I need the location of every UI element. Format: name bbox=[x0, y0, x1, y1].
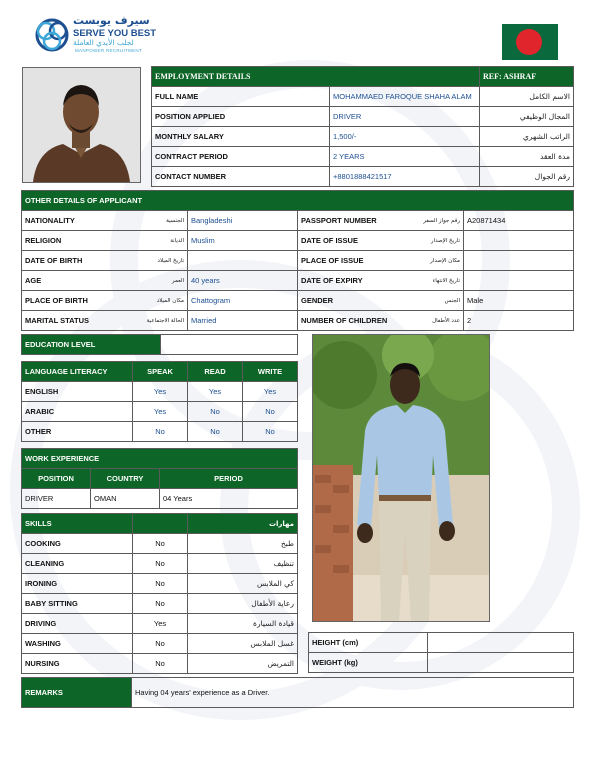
position-value: DRIVER bbox=[330, 107, 480, 127]
detail-label: DATE OF ISSUE bbox=[301, 236, 358, 245]
detail-label-cell bbox=[298, 231, 464, 251]
skill-row bbox=[22, 534, 298, 554]
detail-label-arabic: تاريخ الإصدار bbox=[430, 237, 460, 244]
field-label-arabic: الراتب الشهري bbox=[480, 127, 574, 147]
detail-label: NATIONALITY bbox=[25, 216, 75, 225]
detail-value bbox=[464, 271, 574, 291]
other-details-row bbox=[22, 311, 574, 331]
skill-name-arabic: قيادة السيارة bbox=[188, 614, 298, 634]
skill-name-arabic: رعاية الأطفال bbox=[188, 594, 298, 614]
logo-arabic-sub: لجلب الأيدي العاملة bbox=[73, 38, 134, 47]
detail-label-arabic: الجنسية bbox=[166, 217, 184, 224]
logo-tagline: MANPOWER RECRUITMENT bbox=[75, 48, 142, 53]
detail-label-cell bbox=[22, 271, 188, 291]
employment-row bbox=[152, 127, 574, 147]
detail-label-cell bbox=[22, 211, 188, 231]
applicant-headshot bbox=[22, 67, 141, 183]
detail-label-arabic: رقم جواز السفر bbox=[423, 217, 460, 224]
education-label: EDUCATION LEVEL bbox=[22, 335, 161, 355]
language-row bbox=[22, 382, 298, 402]
skills-table bbox=[21, 513, 298, 674]
detail-label-cell bbox=[298, 311, 464, 331]
work-position: DRIVER bbox=[22, 489, 91, 509]
read-value: No bbox=[188, 422, 243, 442]
skill-name-arabic: التمريض bbox=[188, 654, 298, 674]
speak-header: SPEAK bbox=[133, 362, 188, 382]
skill-row bbox=[22, 654, 298, 674]
detail-label: RELIGION bbox=[25, 236, 62, 245]
applicant-full-photo bbox=[312, 334, 490, 622]
skill-name: BABY SITTING bbox=[22, 594, 133, 614]
employment-row bbox=[152, 107, 574, 127]
skill-value: No bbox=[133, 554, 188, 574]
skill-value: No bbox=[133, 654, 188, 674]
contract-period-value: 2 YEARS bbox=[330, 147, 480, 167]
speak-value: Yes bbox=[133, 402, 188, 422]
remarks-label: REMARKS bbox=[22, 678, 132, 708]
skill-name: CLEANING bbox=[22, 554, 133, 574]
headshot-image bbox=[23, 68, 140, 182]
field-label: CONTACT NUMBER bbox=[152, 167, 330, 187]
flag-disc bbox=[516, 29, 542, 55]
other-details-row bbox=[22, 231, 574, 251]
skill-row bbox=[22, 614, 298, 634]
skill-value: No bbox=[133, 634, 188, 654]
detail-label-cell bbox=[298, 291, 464, 311]
write-header: WRITE bbox=[243, 362, 298, 382]
language-name: OTHER bbox=[22, 422, 133, 442]
detail-label: AGE bbox=[25, 276, 42, 285]
logo-knot-icon bbox=[33, 16, 71, 54]
other-details-row bbox=[22, 211, 574, 231]
field-label-arabic: مدة العقد bbox=[480, 147, 574, 167]
speak-value: No bbox=[133, 422, 188, 442]
employment-details-table bbox=[151, 66, 574, 187]
weight-label: WEIGHT (kg) bbox=[309, 653, 428, 673]
detail-label-cell bbox=[22, 231, 188, 251]
field-label: POSITION APPLIED bbox=[152, 107, 330, 127]
speak-value: Yes bbox=[133, 382, 188, 402]
other-details-row bbox=[22, 271, 574, 291]
period-column-header: PERIOD bbox=[160, 469, 298, 489]
language-name: ENGLISH bbox=[22, 382, 133, 402]
skill-value: Yes bbox=[133, 614, 188, 634]
detail-value: 40 years bbox=[188, 271, 298, 291]
language-table bbox=[21, 361, 298, 442]
detail-value: A20871434 bbox=[464, 211, 574, 231]
detail-label-arabic: تاريخ الانتهاء bbox=[432, 277, 460, 284]
detail-label-cell bbox=[22, 291, 188, 311]
detail-label-cell bbox=[22, 251, 188, 271]
detail-label-cell bbox=[22, 311, 188, 331]
employment-row bbox=[152, 147, 574, 167]
detail-label-arabic: العمر bbox=[171, 277, 184, 284]
detail-value bbox=[464, 251, 574, 271]
logo-name: SERVE YOU BEST bbox=[73, 28, 157, 39]
detail-value bbox=[188, 251, 298, 271]
skill-value: No bbox=[133, 574, 188, 594]
language-name: ARABIC bbox=[22, 402, 133, 422]
detail-value: Muslim bbox=[188, 231, 298, 251]
full-name-value: MOHAMMAED FAROQUE SHAHA ALAM bbox=[330, 87, 480, 107]
reference-label: REF: ASHRAF bbox=[480, 67, 574, 87]
skills-header-blank bbox=[133, 514, 188, 534]
skills-header: SKILLS bbox=[22, 514, 133, 534]
detail-label-arabic: مكان الإصدار bbox=[430, 257, 460, 264]
field-label: MONTHLY SALARY bbox=[152, 127, 330, 147]
logo-arabic-name: سيرف يوبست bbox=[73, 14, 150, 27]
skill-name: WASHING bbox=[22, 634, 133, 654]
detail-label-cell bbox=[298, 251, 464, 271]
detail-value: Bangladeshi bbox=[188, 211, 298, 231]
height-label: HEIGHT (cm) bbox=[309, 633, 428, 653]
skill-name-arabic: تنظيف bbox=[188, 554, 298, 574]
work-row bbox=[22, 489, 298, 509]
company-logo bbox=[33, 14, 173, 56]
detail-label: NUMBER OF CHILDREN bbox=[301, 316, 388, 325]
skill-row bbox=[22, 634, 298, 654]
remarks-text: Having 04 years' experience as a Driver. bbox=[132, 678, 574, 708]
detail-value bbox=[464, 231, 574, 251]
other-details-table bbox=[21, 190, 574, 331]
education-table bbox=[21, 334, 298, 355]
detail-label-cell bbox=[298, 211, 464, 231]
employment-row bbox=[152, 167, 574, 187]
skill-value: No bbox=[133, 594, 188, 614]
remarks-table bbox=[21, 677, 574, 708]
work-country: OMAN bbox=[91, 489, 160, 509]
detail-label-arabic: الجنس bbox=[444, 297, 460, 304]
skill-name: IRONING bbox=[22, 574, 133, 594]
detail-label-arabic: عدد الأطفال bbox=[432, 317, 460, 324]
country-column-header: COUNTRY bbox=[91, 469, 160, 489]
work-period: 04 Years bbox=[160, 489, 298, 509]
detail-label: MARITAL STATUS bbox=[25, 316, 90, 325]
skill-name: DRIVING bbox=[22, 614, 133, 634]
position-column-header: POSITION bbox=[22, 469, 91, 489]
skill-value: No bbox=[133, 534, 188, 554]
detail-label-arabic: الديانة bbox=[170, 237, 184, 244]
detail-label-cell bbox=[298, 271, 464, 291]
detail-label-arabic: مكان الميلاد bbox=[156, 297, 184, 304]
language-row bbox=[22, 402, 298, 422]
bangladesh-flag-icon bbox=[502, 24, 558, 60]
field-label: CONTRACT PERIOD bbox=[152, 147, 330, 167]
language-row bbox=[22, 422, 298, 442]
detail-label: PLACE OF BIRTH bbox=[25, 296, 88, 305]
contact-number-value: +8801888421517 bbox=[330, 167, 480, 187]
detail-value: 2 bbox=[464, 311, 574, 331]
weight-value bbox=[428, 653, 574, 673]
detail-value: Married bbox=[188, 311, 298, 331]
field-label-arabic: رقم الجوال bbox=[480, 167, 574, 187]
detail-label-arabic: تاريخ الميلاد bbox=[157, 257, 184, 264]
employment-row bbox=[152, 87, 574, 107]
skill-row bbox=[22, 574, 298, 594]
other-details-header: OTHER DETAILS OF APPLICANT bbox=[22, 191, 574, 211]
full-photo-image bbox=[313, 335, 489, 621]
read-value: No bbox=[188, 402, 243, 422]
skill-row bbox=[22, 554, 298, 574]
field-label-arabic: المجال الوظيفي bbox=[480, 107, 574, 127]
skill-name-arabic: غسل الملابس bbox=[188, 634, 298, 654]
write-value: No bbox=[243, 422, 298, 442]
other-details-row bbox=[22, 291, 574, 311]
work-experience-header: WORK EXPERIENCE bbox=[22, 449, 298, 469]
write-value: Yes bbox=[243, 382, 298, 402]
detail-label: PASSPORT NUMBER bbox=[301, 216, 377, 225]
salary-value: 1,500/- bbox=[330, 127, 480, 147]
other-details-row bbox=[22, 251, 574, 271]
work-experience-table bbox=[21, 448, 298, 509]
write-value: No bbox=[243, 402, 298, 422]
detail-label: PLACE OF ISSUE bbox=[301, 256, 364, 265]
detail-label-arabic: الحالة الاجتماعية bbox=[146, 317, 184, 324]
detail-value: Chattogram bbox=[188, 291, 298, 311]
detail-label: DATE OF BIRTH bbox=[25, 256, 83, 265]
detail-value: Male bbox=[464, 291, 574, 311]
skill-name-arabic: كي الملابس bbox=[188, 574, 298, 594]
skill-name: NURSING bbox=[22, 654, 133, 674]
read-value: Yes bbox=[188, 382, 243, 402]
skill-name: COOKING bbox=[22, 534, 133, 554]
height-value bbox=[428, 633, 574, 653]
detail-label: GENDER bbox=[301, 296, 334, 305]
education-value bbox=[161, 335, 298, 355]
skill-name-arabic: طبخ bbox=[188, 534, 298, 554]
detail-label: DATE OF EXPIRY bbox=[301, 276, 363, 285]
field-label-arabic: الاسم الكامل bbox=[480, 87, 574, 107]
skills-header-arabic: مهارات bbox=[188, 514, 298, 534]
language-header: LANGUAGE LITERACY bbox=[22, 362, 133, 382]
field-label: FULL NAME bbox=[152, 87, 330, 107]
skill-row bbox=[22, 594, 298, 614]
read-header: READ bbox=[188, 362, 243, 382]
measurements-table bbox=[308, 632, 574, 673]
employment-header: EMPLOYMENT DETAILS bbox=[152, 67, 480, 87]
